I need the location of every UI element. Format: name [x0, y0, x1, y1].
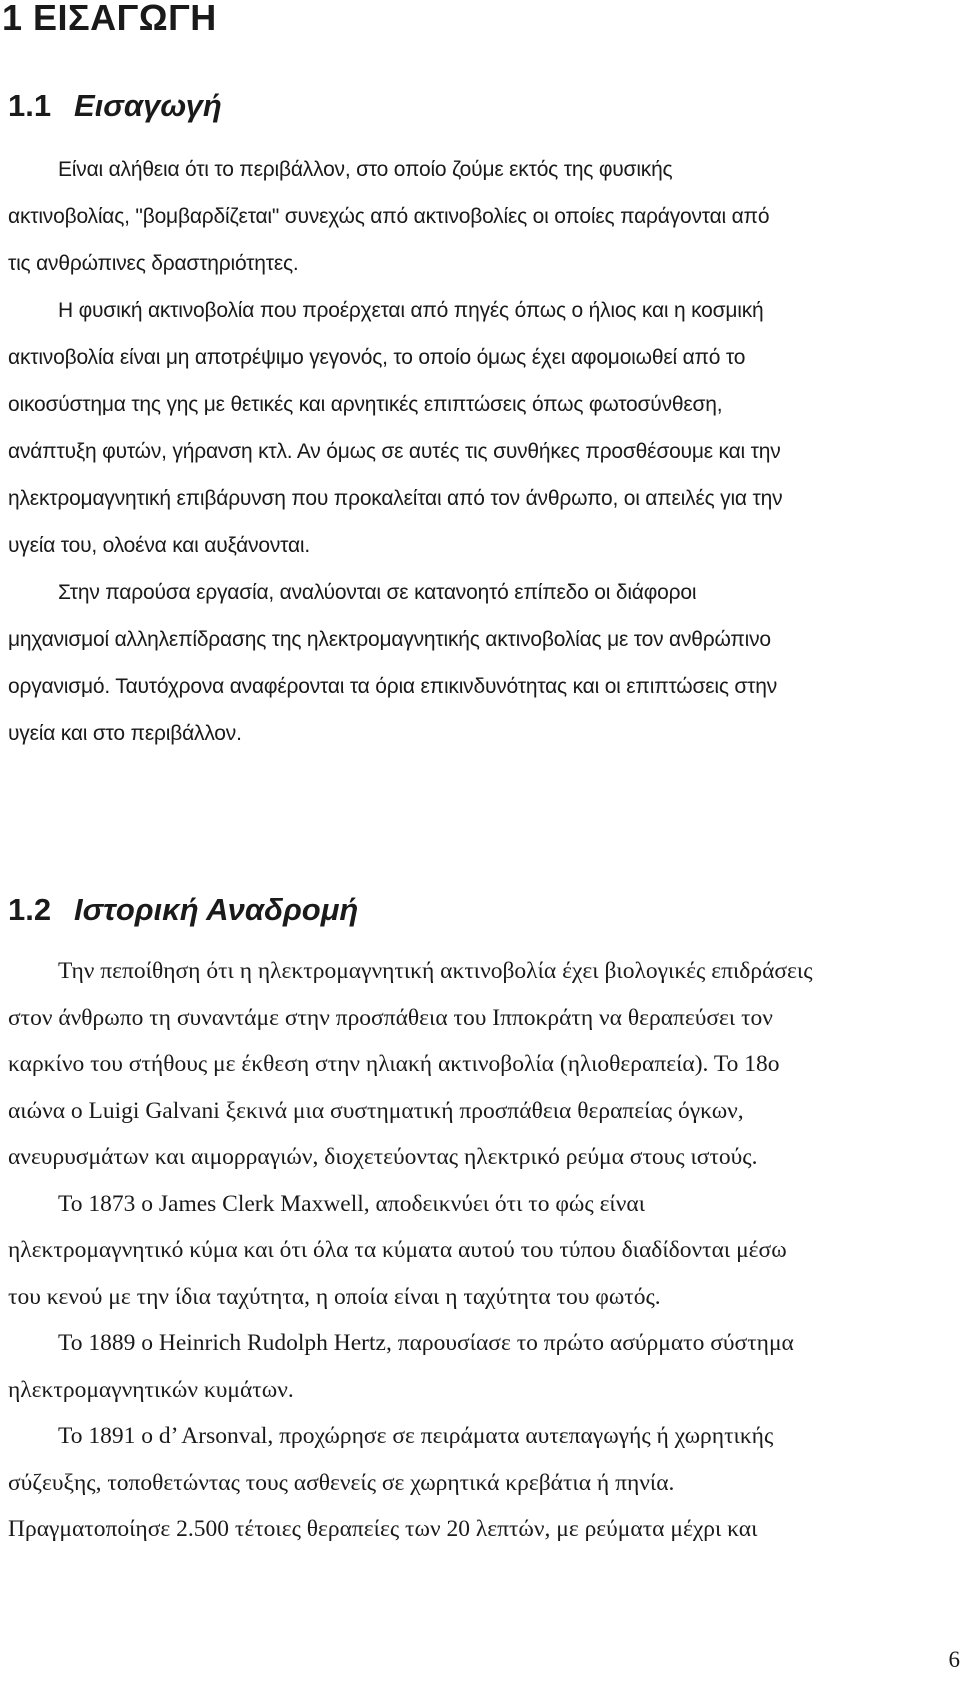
paragraph-line: υγεία του, ολοένα και αυξάνονται.	[8, 534, 311, 557]
paragraph-line: Το 1889 ο Heinrich Rudolph Hertz, παρουσίασε το πρώτο ασύρματο σύστημα	[58, 1330, 794, 1356]
paragraph-line: οικοσύστημα της γης με θετικές και αρνητικές επιπτώσεις όπως φωτοσύνθεση,	[8, 393, 723, 416]
paragraph-line: ηλεκτρομαγνητική επιβάρυνση που προκαλείται από τον άνθρωπο, οι απειλές για την	[8, 487, 783, 510]
paragraph-line: στον άνθρωπο τη συναντάμε στην προσπάθεια του Ιπποκράτη να θεραπεύσει τον	[8, 1004, 773, 1031]
paragraph-line: ακτινοβολία είναι μη αποτρέψιμο γεγονός, το οποίο όμως έχει αφομοιωθεί από το	[8, 346, 746, 369]
paragraph-line: σύζευξης, τοποθετώντας τους ασθενείς σε χωρητικά κρεβάτια ή πηνία.	[8, 1469, 675, 1496]
paragraph-line: Πραγματοποίησε 2.500 τέτοιες θεραπείες των 20 λεπτών, με ρεύματα μέχρι και	[8, 1516, 758, 1542]
paragraph-line: ανευρυσμάτων και αιμορραγιών, διοχετεύοντας ηλεκτρικό ρεύμα στους ιστούς.	[8, 1144, 758, 1170]
subsection-title: Ιστορική Αναδρομή	[74, 892, 359, 927]
paragraph-line: καρκίνο του στήθους με έκθεση στην ηλιακή ακτινοβολία (ηλιοθεραπεία). Το 18ο	[8, 1051, 780, 1077]
paragraph-line: οργανισμό. Ταυτόχρονα αναφέρονται τα όρια επικινδυνότητας και οι επιπτώσεις στην	[8, 675, 778, 698]
paragraph-line: Στην παρούσα εργασία, αναλύονται σε κατανοητό επίπεδο οι διάφοροι	[58, 581, 697, 604]
section-heading: 1 ΕΙΣΑΓΩΓΗ	[2, 0, 217, 38]
paragraph-line: Την πεποίθηση ότι η ηλεκτρομαγνητική ακτινοβολία έχει βιολογικές επιδράσεις	[58, 958, 813, 984]
subsection-heading-history	[8, 890, 358, 930]
paragraph-line: υγεία και στο περιβάλλον.	[8, 722, 242, 745]
subsection-title: Εισαγωγή	[74, 88, 222, 123]
paragraph-line: ηλεκτρομαγνητικών κυμάτων.	[8, 1376, 294, 1403]
paragraph-line: αιώνα ο Luigi Galvani ξεκινά μια συστηματική προσπάθεια θεραπείας όγκων,	[8, 1097, 744, 1124]
paragraph-line: μηχανισμοί αλληλεπίδρασης της ηλεκτρομαγνητικής ακτινοβολίας με τον ανθρώπινο	[8, 628, 771, 651]
paragraph-line: Η φυσική ακτινοβολία που προέρχεται από πηγές όπως ο ήλιος και η κοσμική	[58, 299, 764, 322]
paragraph-line: ηλεκτρομαγνητικό κύμα και ότι όλα τα κύματα αυτού του τύπου διαδίδονται μέσω	[8, 1237, 787, 1263]
paragraph-line: τις ανθρώπινες δραστηριότητες.	[8, 252, 299, 275]
paragraph-line: του κενού με την ίδια ταχύτητα, η οποία είναι η ταχύτητα του φωτός.	[8, 1283, 661, 1310]
subsection-number: 1.1	[8, 88, 52, 123]
paragraph-line: ακτινοβολίας, "βομβαρδίζεται" συνεχώς από ακτινοβολίες οι οποίες παράγονται από	[8, 205, 770, 228]
paragraph-line: Είναι αλήθεια ότι το περιβάλλον, στο οποίο ζούμε εκτός της φυσικής	[58, 158, 673, 181]
page-number: 6	[948, 1647, 960, 1672]
subsection-heading-intro	[8, 86, 222, 126]
subsection-number: 1.2	[8, 892, 52, 927]
history-body	[8, 948, 952, 1553]
paragraph-line: Το 1873 ο James Clerk Maxwell, αποδεικνύει ότι το φώς είναι	[58, 1190, 646, 1217]
intro-body	[8, 146, 952, 757]
paragraph-line: ανάπτυξη φυτών, γήρανση κτλ. Αν όμως σε αυτές τις συνθήκες προσθέσουμε και την	[8, 440, 781, 463]
paragraph-line: Το 1891 ο d’ Arsonval, προχώρησε σε πειράματα αυτεπαγωγής ή χωρητικής	[58, 1423, 774, 1449]
